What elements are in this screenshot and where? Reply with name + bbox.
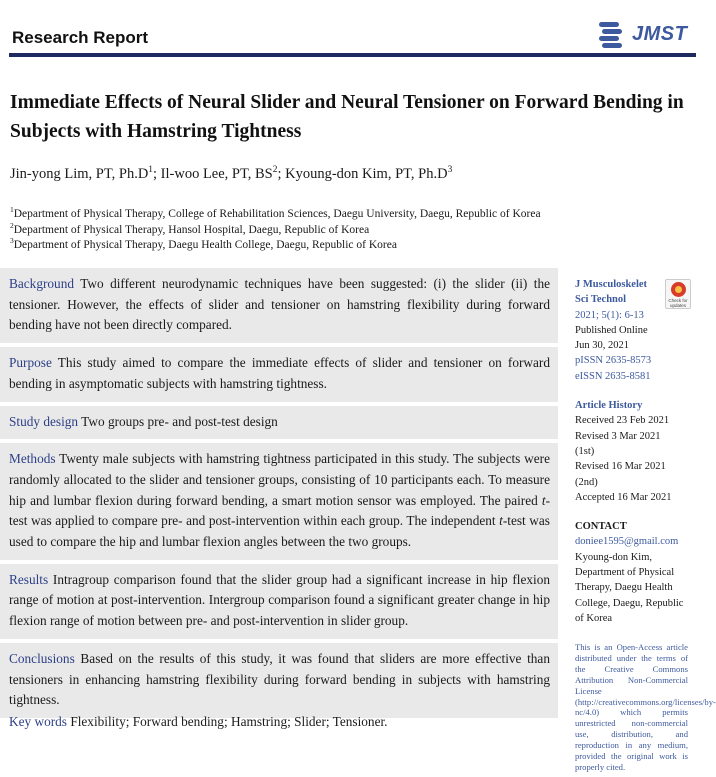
affiliation-text: Department of Physical Therapy, Hansol Hospital, Daegu, Republic of Korea [13,223,370,236]
stacked-discs-icon [596,19,626,49]
journal-logo-text: JMST [632,22,688,45]
abstract-results [0,564,558,639]
section-text: Based on the results of this study, it was found that sliders are more effective than tensioners in enhancing hamstring flexibility during forward bending in subjects with hamstring tightness. [9,650,550,708]
published-date: Jun 30, 2021 [575,340,629,352]
abstract-background [0,268,558,343]
abstract-purpose [0,347,558,401]
journal-name: J Musculoskelet [575,279,648,290]
revised-note-2: (2nd) [575,476,598,488]
eissn: eISSN 2635-8581 [575,370,651,382]
article-history-heading: Article History [575,400,643,412]
revised-note-1: (1st) [575,445,595,457]
affiliation-number: 1 [10,205,14,215]
license-notice: This is an Open-Access article distributed under the terms of the Creative Commons Attribution Non-Commercial License (http://creativecommons.org/licenses/by-nc/4.0) which permits unrestricted non-commercial use, distribution, and reproduction in any medium, provided the original work is properly cited. [575,642,716,772]
journal-logo [596,18,687,50]
affiliation-number: 2 [10,220,14,230]
author-name: Kyoung-don Kim, PT, Ph.D [285,166,448,182]
affiliation-text: Department of Physical Therapy, College of Rehabilitation Sciences, Daegu University, Daegu, Republic of Korea [13,208,541,220]
section-text: This study aimed to compare the immediate effects of slider and tensioner on forward bending in asymptomatic subjects with hamstring tightness. [9,355,550,391]
section-heading: Study design [9,413,79,429]
author-affiliation-mark: 2 [272,165,278,176]
section-text: Two different neurodynamic techniques have been suggested: (i) the slider (ii) the tensioner. However, the effects of slider and tensioner on hamstring flexibility during forward bending have not been directly compared. [9,276,550,333]
published-label: Published Online [575,324,648,336]
section-text: Twenty male subjects with hamstring tightness participated in this study. The subjects were randomly allocated to the slider and tensioner groups, consisting of 10 participants each. To measure hip and lumbar flexion during forward bending, a smart motion sensor was employed. The paired [9,451,550,508]
journal-name-2: Sci Technol [575,294,627,306]
article-type-label: Research Report [12,28,149,47]
section-heading: Results [9,571,49,587]
contact-department: Department of Physical Therapy, Daegu Health College, Daegu, Republic of Korea [575,567,684,624]
author-name: Il-woo Lee, PT, BS [160,166,273,182]
affiliation-number: 3 [10,236,14,246]
section-heading: Background [9,276,74,291]
abstract-conclusions [0,643,558,718]
volume-issue: 2021; 5(1): 6-13 [575,309,644,321]
keywords-heading: Key words [9,714,67,729]
section-heading: Methods [9,451,56,467]
t-symbol: t [499,513,503,529]
contact-heading: CONTACT [575,521,627,533]
abstract-methods [0,443,558,560]
contact-name: Kyoung-don Kim, [575,551,652,563]
crossmark-label: Check for updates [668,298,688,308]
author-separator: ; [277,166,286,182]
contact-email[interactable]: doniee1595@gmail.com [575,536,679,548]
affiliation-item [10,238,541,254]
keywords [9,714,388,730]
author-affiliation-mark: 3 [447,165,453,176]
section-text: Two groups pre- and post-test design [81,413,278,429]
affiliation-item [10,207,541,223]
section-text: Intragroup comparison found that the slider group had a significant increase in hip flexion range of motion at post-intervention. Intergroup comparison found a significant greater change in hip flexion range of motion between pre- and post-intervention in slider group. [9,571,551,629]
section-text: -test was applied to compare pre- and post-intervention within each group. The independent [9,492,550,529]
article-title: Immediate Effects of Neural Slider and Neural Tensioner on Forward Bending in Subjects with Hamstring Tightness [10,92,684,142]
pissn: pISSN 2635-8573 [575,355,652,367]
revised-date-1: Revised 3 Mar 2021 [575,430,661,442]
section-heading: Conclusions [9,650,75,666]
received-date: Received 23 Feb 2021 [575,415,670,427]
author-name: Jin-yong Lim, PT, Ph.D [10,166,149,182]
section-heading: Purpose [9,355,52,371]
article-info-sidebar [575,277,691,626]
abstract [0,268,558,722]
accepted-date: Accepted 16 Mar 2021 [575,491,672,503]
abstract-study-design [0,406,558,440]
header-rule [9,53,696,57]
author-affiliation-mark: 1 [148,165,153,176]
revised-date-2: Revised 16 Mar 2021 [575,461,666,473]
t-symbol: t [541,492,546,508]
author-separator: ; [153,166,161,182]
affiliation-text: Department of Physical Therapy, Daegu Health College, Daegu, Republic of Korea [13,239,397,251]
author-list [10,166,452,183]
keywords-text: Flexibility; Forward bending; Hamstring; Slider; Tensioner. [70,714,388,729]
affiliation-list [10,207,541,254]
affiliation-item [10,220,541,239]
section-text: -test was used to compare the hip and lumbar flexion angles between the two groups. [9,513,550,550]
